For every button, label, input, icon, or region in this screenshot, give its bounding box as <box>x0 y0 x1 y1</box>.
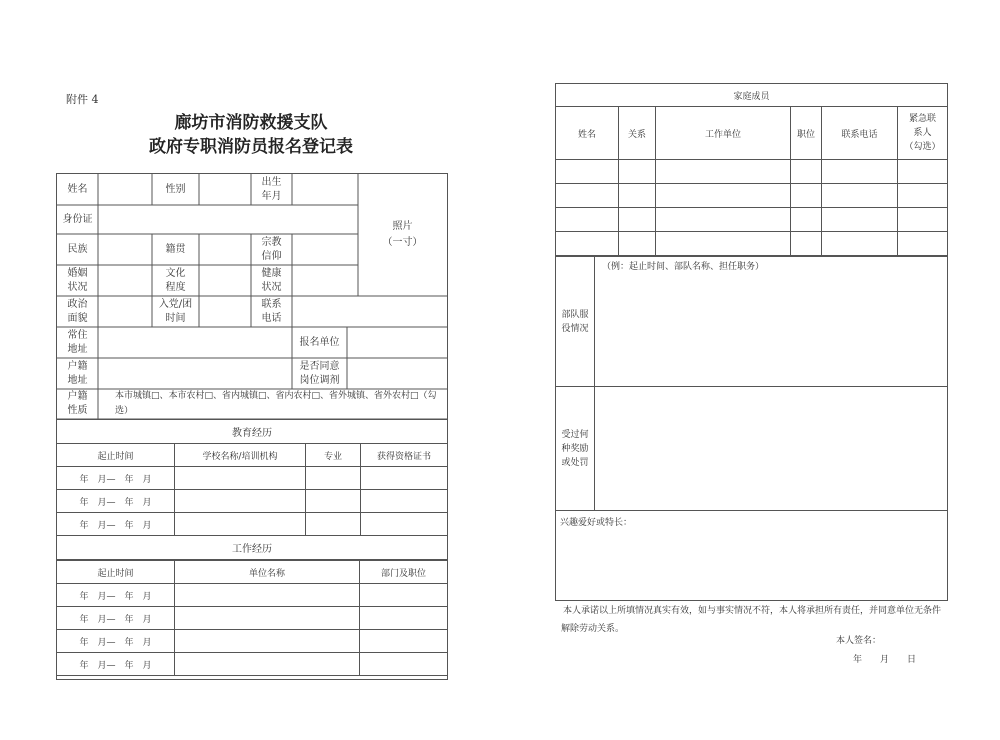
work-section-title: 工作经历 <box>57 536 448 560</box>
work-position-cell[interactable] <box>360 584 448 607</box>
work-unit-cell[interactable] <box>175 607 360 630</box>
label-transfer: 是否同意 岗位调剂 <box>299 360 340 386</box>
table-row <box>57 513 448 536</box>
family-cell[interactable] <box>822 232 898 256</box>
edu-school-cell[interactable] <box>175 467 306 490</box>
family-header-emergency: 紧急联 系人 （勾选） <box>898 107 948 160</box>
family-cell[interactable] <box>898 208 948 232</box>
input-health[interactable] <box>292 265 358 296</box>
family-cell[interactable] <box>898 232 948 256</box>
table-row <box>556 208 948 232</box>
family-cell[interactable] <box>619 208 656 232</box>
label-military: 部队服 役情况 <box>556 257 595 387</box>
table-row <box>57 630 448 653</box>
edu-header-certificate: 获得资格证书 <box>361 444 448 467</box>
label-health: 健康 状况 <box>261 267 282 293</box>
input-hukou-addr[interactable] <box>98 358 292 389</box>
edu-major-cell[interactable] <box>306 490 361 513</box>
input-transfer[interactable] <box>347 358 447 389</box>
edu-header-school: 学校名称/培训机构 <box>175 444 306 467</box>
family-header-workplace: 工作单位 <box>656 107 791 160</box>
edu-period-cell[interactable]: 年 月— 年 月 <box>57 467 175 490</box>
input-id[interactable] <box>98 205 358 234</box>
work-period-cell[interactable]: 年 月— 年 月 <box>57 607 175 630</box>
pledge-text: 本人承诺以上所填情况真实有效，如与事实情况不符，本人将承担所有责任，并同意单位无条件解除劳动关系。 <box>561 606 942 634</box>
work-position-cell[interactable] <box>360 630 448 653</box>
education-section-title: 教育经历 <box>57 420 448 444</box>
label-gender: 性别 <box>165 184 186 195</box>
label-ethnicity: 民族 <box>67 244 88 255</box>
work-period-cell[interactable]: 年 月— 年 月 <box>57 653 175 676</box>
table-row <box>556 184 948 208</box>
input-military[interactable] <box>595 275 947 385</box>
label-religion: 宗教 信仰 <box>261 236 282 262</box>
military-section <box>556 256 947 387</box>
work-period-cell[interactable]: 年 月— 年 月 <box>57 584 175 607</box>
table-row <box>57 584 448 607</box>
label-education-level: 文化 程度 <box>165 267 186 293</box>
input-education-level[interactable] <box>199 265 251 296</box>
family-cell[interactable] <box>791 208 822 232</box>
label-name: 姓名 <box>67 184 88 195</box>
edu-period-cell[interactable]: 年 月— 年 月 <box>57 490 175 513</box>
label-hukou-type: 户籍 性质 <box>67 391 88 416</box>
work-unit-cell[interactable] <box>175 630 360 653</box>
edu-period-cell[interactable]: 年 月— 年 月 <box>57 513 175 536</box>
right-form <box>555 83 948 601</box>
family-section-title: 家庭成员 <box>556 84 948 107</box>
label-birth: 出生 年月 <box>261 176 282 202</box>
family-cell[interactable] <box>556 184 619 208</box>
edu-header-period: 起止时间 <box>57 444 175 467</box>
input-phone[interactable] <box>292 296 447 327</box>
family-cell[interactable] <box>619 160 656 184</box>
family-cell[interactable] <box>619 184 656 208</box>
family-cell[interactable] <box>822 184 898 208</box>
label-political: 政治 面貌 <box>67 298 88 324</box>
table-row <box>556 160 948 184</box>
table-row <box>57 653 448 676</box>
label-residence: 常住 地址 <box>67 329 88 355</box>
edu-cert-cell[interactable] <box>361 467 448 490</box>
work-position-cell[interactable] <box>360 607 448 630</box>
edu-school-cell[interactable] <box>175 513 306 536</box>
label-native: 籍贯 <box>165 244 186 255</box>
input-marital[interactable] <box>98 265 152 296</box>
family-cell[interactable] <box>898 160 948 184</box>
family-cell[interactable] <box>791 184 822 208</box>
signature-field[interactable] <box>886 646 936 647</box>
education-table <box>56 419 448 560</box>
family-cell[interactable] <box>791 160 822 184</box>
edu-major-cell[interactable] <box>306 467 361 490</box>
family-cell[interactable] <box>822 208 898 232</box>
family-cell[interactable] <box>656 184 791 208</box>
military-hint: （例：起止时间、部队名称、担任职务） <box>602 262 765 272</box>
title-line-1: 廊坊市消防救援支队 <box>174 113 328 133</box>
table-row <box>57 607 448 630</box>
input-ethnicity[interactable] <box>98 234 152 265</box>
label-party-time: 入党/团 时间 <box>158 298 193 324</box>
edu-school-cell[interactable] <box>175 490 306 513</box>
input-native[interactable] <box>199 234 251 265</box>
label-awards: 受过何 种奖励 或处罚 <box>556 387 595 511</box>
photo-box[interactable]: 照片 （一寸） <box>382 221 423 248</box>
table-row <box>57 467 448 490</box>
family-header-name: 姓名 <box>556 107 619 160</box>
work-table <box>56 560 448 676</box>
label-apply-unit: 报名单位 <box>299 337 340 348</box>
family-header-position: 职位 <box>791 107 822 160</box>
registration-form <box>56 173 448 680</box>
signature-date: 年 月 日 <box>853 655 917 665</box>
work-unit-cell[interactable] <box>175 653 360 676</box>
work-header-position: 部门及职位 <box>360 561 448 584</box>
hobby-section[interactable] <box>556 510 947 601</box>
family-cell[interactable] <box>656 160 791 184</box>
work-header-unit: 单位名称 <box>175 561 360 584</box>
family-cell[interactable] <box>556 208 619 232</box>
label-hobby: 兴趣爱好或特长： <box>560 518 633 528</box>
table-row <box>556 232 948 256</box>
edu-header-major: 专业 <box>306 444 361 467</box>
awards-section <box>556 386 947 511</box>
input-party-time[interactable] <box>199 296 251 327</box>
label-hukou-addr: 户籍 地址 <box>67 360 88 386</box>
input-religion[interactable] <box>292 234 358 265</box>
work-period-cell[interactable]: 年 月— 年 月 <box>57 630 175 653</box>
family-cell[interactable] <box>822 160 898 184</box>
family-header-relation: 关系 <box>619 107 656 160</box>
edu-cert-cell[interactable] <box>361 513 448 536</box>
input-residence[interactable] <box>98 327 292 358</box>
table-row <box>57 490 448 513</box>
edu-major-cell[interactable] <box>306 513 361 536</box>
input-name[interactable] <box>98 174 152 205</box>
input-apply-unit[interactable] <box>347 327 447 358</box>
family-cell[interactable] <box>656 208 791 232</box>
family-table <box>555 83 948 256</box>
input-awards[interactable] <box>595 387 947 511</box>
family-cell[interactable] <box>556 160 619 184</box>
family-header-phone: 联系电话 <box>822 107 898 160</box>
input-gender[interactable] <box>199 174 251 205</box>
family-cell[interactable] <box>898 184 948 208</box>
input-birth[interactable] <box>292 174 358 205</box>
label-phone: 联系 电话 <box>261 298 282 324</box>
hukou-type-options[interactable]: 本市城镇□、本市农村□、省内城镇□、省内农村□、省外城镇、省外农村□（勾选） <box>115 391 437 416</box>
input-political[interactable] <box>98 296 152 327</box>
edu-cert-cell[interactable] <box>361 490 448 513</box>
work-unit-cell[interactable] <box>175 584 360 607</box>
family-cell[interactable] <box>791 232 822 256</box>
family-cell[interactable] <box>656 232 791 256</box>
family-cell[interactable] <box>619 232 656 256</box>
work-header-period: 起止时间 <box>57 561 175 584</box>
attachment-label: 附件 4 <box>66 93 99 106</box>
family-cell[interactable] <box>556 232 619 256</box>
label-marital: 婚姻 状况 <box>67 267 88 293</box>
signature-label: 本人签名： <box>836 636 882 646</box>
label-id: 身份证 <box>62 214 93 225</box>
title-line-2: 政府专职消防员报名登记表 <box>149 137 353 157</box>
work-position-cell[interactable] <box>360 653 448 676</box>
